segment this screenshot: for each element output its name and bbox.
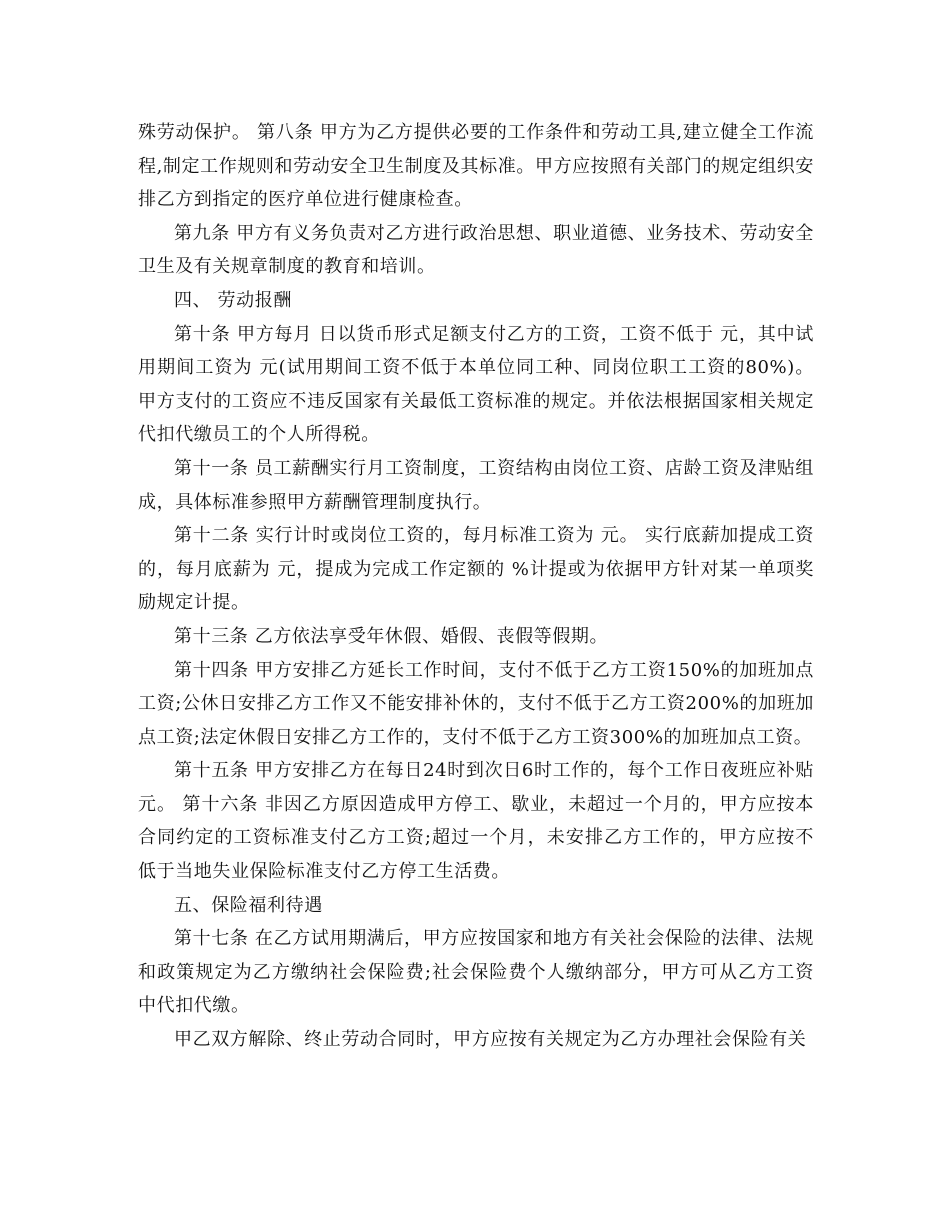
section-heading-remuneration: 四、 劳动报酬 <box>174 289 292 311</box>
paragraph-article-9: 第九条 甲方有义务负责对乙方进行政治思想、职业道德、业务技术、劳动安全卫生及有关规章制度的教育和培训。 <box>138 222 814 278</box>
paragraph-article-14: 第十四条 甲方安排乙方延长工作时间，支付不低于乙方工资150%的加班加点工资;公休日安排乙方工作又不能安排补休的，支付不低于乙方工资200%的加班加点工资;法定休假日安排乙方工作的，支付不低于乙方工资300%的加班加点工资。 <box>138 659 814 748</box>
paragraph-termination-insurance: 甲乙双方解除、终止劳动合同时，甲方应按有关规定为乙方办理社会保险有关 <box>174 1029 807 1051</box>
paragraph-article-17: 第十七条 在乙方试用期满后，甲方应按国家和地方有关社会保险的法律、法规和政策规定为乙方缴纳社会保险费;社会保险费个人缴纳部分，甲方可从乙方工资中代扣代缴。 <box>138 928 814 1017</box>
paragraph-article-8: 殊劳动保护。 第八条 甲方为乙方提供必要的工作条件和劳动工具,建立健全工作流程,制定工作规则和劳动安全卫生制度及其标准。甲方应按照有关部门的规定组织安排乙方到指定的医疗单位进行健康检查。 <box>138 122 814 211</box>
paragraph-article-13: 第十三条 乙方依法享受年休假、婚假、丧假等假期。 <box>174 625 609 647</box>
paragraph-article-11: 第十一条 员工薪酬实行月工资制度，工资结构由岗位工资、店龄工资及津贴组成，具体标准参照甲方薪酬管理制度执行。 <box>138 457 814 513</box>
paragraph-article-15-16: 第十五条 甲方安排乙方在每日24时到次日6时工作的，每个工作日夜班应补贴 元。 第十六条 非因乙方原因造成甲方停工、歇业，未超过一个月的，甲方应按本合同约定的工资标准支付乙方工资;超过一个月，未安排乙方工作的，甲方应按不低于当地失业保险标准支付乙方停工生活费。 <box>138 760 814 883</box>
document-body <box>138 116 814 1057</box>
paragraph-article-12: 第十二条 实行计时或岗位工资的，每月标准工资为 元。 实行底薪加提成工资的，每月底薪为 元，提成为完成工作定额的 %计提或为依据甲方针对某一单项奖励规定计提。 <box>138 525 814 614</box>
paragraph-article-10: 第十条 甲方每月 日以货币形式足额支付乙方的工资，工资不低于 元，其中试用期间工资为 元(试用期间工资不低于本单位同工种、同岗位职工工资的80%)。甲方支付的工资应不违反国家有关最低工资标准的规定。并依法根据国家相关规定代扣代缴员工的个人所得税。 <box>138 323 814 446</box>
section-heading-insurance: 五、保险福利待遇 <box>174 894 323 916</box>
